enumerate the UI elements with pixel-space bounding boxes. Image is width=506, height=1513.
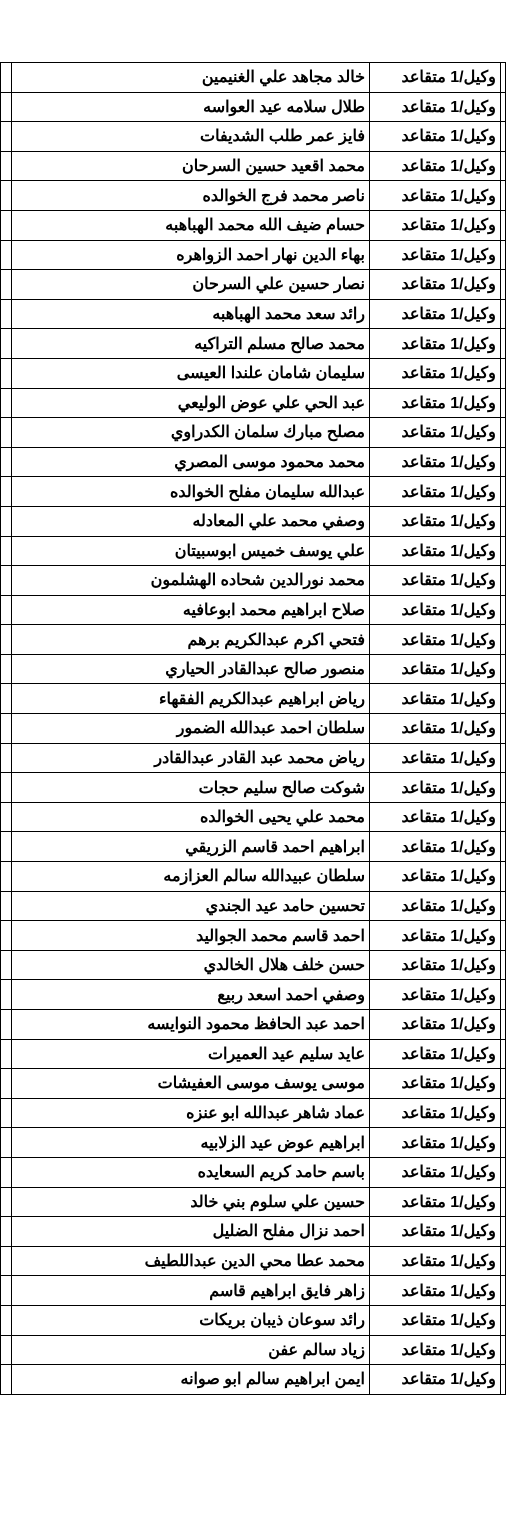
row-left-cell xyxy=(1,388,12,418)
rank-cell: وكيل/1 متقاعد xyxy=(369,151,500,181)
row-left-cell xyxy=(1,1246,12,1276)
name-cell: سلطان عبيدالله سالم العزازمه xyxy=(12,862,370,892)
row-edge-cell xyxy=(500,1187,505,1217)
row-left-cell xyxy=(1,950,12,980)
name-cell: ابراهيم عوض عيد الزلابيه xyxy=(12,1128,370,1158)
rank-cell: وكيل/1 متقاعد xyxy=(369,477,500,507)
table-row xyxy=(1,921,506,951)
row-left-cell xyxy=(1,210,12,240)
rank-cell: وكيل/1 متقاعد xyxy=(369,891,500,921)
rank-cell: وكيل/1 متقاعد xyxy=(369,418,500,448)
rank-cell: وكيل/1 متقاعد xyxy=(369,566,500,596)
table-row xyxy=(1,802,506,832)
rank-cell: وكيل/1 متقاعد xyxy=(369,536,500,566)
name-cell: نصار حسين علي السرحان xyxy=(12,270,370,300)
row-left-cell xyxy=(1,566,12,596)
row-left-cell xyxy=(1,329,12,359)
name-cell: فتحي اكرم عبدالكريم برهم xyxy=(12,625,370,655)
row-left-cell xyxy=(1,270,12,300)
table-body xyxy=(1,63,506,1395)
row-edge-cell xyxy=(500,832,505,862)
row-edge-cell xyxy=(500,1305,505,1335)
name-cell: شوكت صالح سليم حجات xyxy=(12,773,370,803)
rank-cell: وكيل/1 متقاعد xyxy=(369,447,500,477)
row-edge-cell xyxy=(500,329,505,359)
table-row xyxy=(1,122,506,152)
rank-cell: وكيل/1 متقاعد xyxy=(369,506,500,536)
row-edge-cell xyxy=(500,1128,505,1158)
row-left-cell xyxy=(1,654,12,684)
rank-cell: وكيل/1 متقاعد xyxy=(369,950,500,980)
name-cell: عبدالله سليمان مفلح الخوالده xyxy=(12,477,370,507)
row-left-cell xyxy=(1,240,12,270)
table-row xyxy=(1,684,506,714)
rank-cell: وكيل/1 متقاعد xyxy=(369,329,500,359)
rank-cell: وكيل/1 متقاعد xyxy=(369,181,500,211)
rank-cell: وكيل/1 متقاعد xyxy=(369,714,500,744)
row-edge-cell xyxy=(500,92,505,122)
rank-cell: وكيل/1 متقاعد xyxy=(369,802,500,832)
name-cell: حسام ضيف الله محمد الهباهبه xyxy=(12,210,370,240)
row-edge-cell xyxy=(500,536,505,566)
rank-cell: وكيل/1 متقاعد xyxy=(369,270,500,300)
table-row xyxy=(1,862,506,892)
name-cell: عايد سليم عيد العميرات xyxy=(12,1039,370,1069)
name-cell: حسن خلف هلال الخالدي xyxy=(12,950,370,980)
table-row xyxy=(1,181,506,211)
row-edge-cell xyxy=(500,1098,505,1128)
table-row xyxy=(1,151,506,181)
name-cell: وصفي محمد علي المعادله xyxy=(12,506,370,536)
row-edge-cell xyxy=(500,1157,505,1187)
table-row xyxy=(1,388,506,418)
name-cell: طلال سلامه عيد العواسه xyxy=(12,92,370,122)
row-edge-cell xyxy=(500,802,505,832)
rank-cell: وكيل/1 متقاعد xyxy=(369,862,500,892)
row-edge-cell xyxy=(500,1365,505,1395)
row-left-cell xyxy=(1,506,12,536)
row-left-cell xyxy=(1,299,12,329)
table-row xyxy=(1,477,506,507)
name-cell: عماد شاهر عبدالله ابو عنزه xyxy=(12,1098,370,1128)
table-row xyxy=(1,1276,506,1306)
row-left-cell xyxy=(1,536,12,566)
name-cell: زاهر فايق ابراهيم قاسم xyxy=(12,1276,370,1306)
table-row xyxy=(1,1246,506,1276)
rank-cell: وكيل/1 متقاعد xyxy=(369,595,500,625)
table-row xyxy=(1,299,506,329)
row-edge-cell xyxy=(500,773,505,803)
table-row xyxy=(1,950,506,980)
retirees-table xyxy=(0,62,506,1395)
row-edge-cell xyxy=(500,1217,505,1247)
row-left-cell xyxy=(1,891,12,921)
row-edge-cell xyxy=(500,240,505,270)
row-edge-cell xyxy=(500,921,505,951)
table-row xyxy=(1,595,506,625)
table-row xyxy=(1,92,506,122)
table-row xyxy=(1,773,506,803)
row-edge-cell xyxy=(500,299,505,329)
table-row xyxy=(1,1098,506,1128)
rank-cell: وكيل/1 متقاعد xyxy=(369,92,500,122)
table-row xyxy=(1,1335,506,1365)
rank-cell: وكيل/1 متقاعد xyxy=(369,1098,500,1128)
row-left-cell xyxy=(1,1365,12,1395)
table-row xyxy=(1,329,506,359)
row-edge-cell xyxy=(500,1276,505,1306)
rank-cell: وكيل/1 متقاعد xyxy=(369,1335,500,1365)
table-row xyxy=(1,1128,506,1158)
row-left-cell xyxy=(1,1069,12,1099)
rank-cell: وكيل/1 متقاعد xyxy=(369,299,500,329)
row-edge-cell xyxy=(500,1246,505,1276)
rank-cell: وكيل/1 متقاعد xyxy=(369,743,500,773)
row-edge-cell xyxy=(500,625,505,655)
table-row xyxy=(1,536,506,566)
rank-cell: وكيل/1 متقاعد xyxy=(369,980,500,1010)
row-edge-cell xyxy=(500,566,505,596)
rank-cell: وكيل/1 متقاعد xyxy=(369,1157,500,1187)
rank-cell: وكيل/1 متقاعد xyxy=(369,625,500,655)
name-cell: ايمن ابراهيم سالم ابو صوانه xyxy=(12,1365,370,1395)
row-edge-cell xyxy=(500,122,505,152)
name-cell: موسى يوسف موسى العفيشات xyxy=(12,1069,370,1099)
row-left-cell xyxy=(1,595,12,625)
table-row xyxy=(1,1305,506,1335)
row-left-cell xyxy=(1,122,12,152)
row-edge-cell xyxy=(500,151,505,181)
table-row xyxy=(1,358,506,388)
name-cell: محمد صالح مسلم التراكيه xyxy=(12,329,370,359)
name-cell: زياد سالم عفن xyxy=(12,1335,370,1365)
name-cell: وصفي احمد اسعد ربيع xyxy=(12,980,370,1010)
name-cell: ابراهيم احمد قاسم الزريقي xyxy=(12,832,370,862)
row-edge-cell xyxy=(500,950,505,980)
table-row xyxy=(1,1217,506,1247)
row-left-cell xyxy=(1,418,12,448)
row-left-cell xyxy=(1,832,12,862)
row-edge-cell xyxy=(500,63,505,93)
row-left-cell xyxy=(1,862,12,892)
name-cell: احمد عبد الحافظ محمود النوايسه xyxy=(12,1010,370,1040)
row-edge-cell xyxy=(500,447,505,477)
table-row xyxy=(1,1069,506,1099)
row-edge-cell xyxy=(500,654,505,684)
name-cell: منصور صالح عبدالقادر الحياري xyxy=(12,654,370,684)
name-cell: سليمان شامان علندا العيسى xyxy=(12,358,370,388)
row-edge-cell xyxy=(500,358,505,388)
row-edge-cell xyxy=(500,743,505,773)
table-row xyxy=(1,447,506,477)
rank-cell: وكيل/1 متقاعد xyxy=(369,1365,500,1395)
rank-cell: وكيل/1 متقاعد xyxy=(369,1246,500,1276)
rank-cell: وكيل/1 متقاعد xyxy=(369,63,500,93)
row-edge-cell xyxy=(500,1335,505,1365)
row-edge-cell xyxy=(500,714,505,744)
row-left-cell xyxy=(1,1217,12,1247)
table-row xyxy=(1,891,506,921)
rank-cell: وكيل/1 متقاعد xyxy=(369,832,500,862)
row-left-cell xyxy=(1,1305,12,1335)
row-left-cell xyxy=(1,773,12,803)
row-left-cell xyxy=(1,477,12,507)
row-edge-cell xyxy=(500,891,505,921)
name-cell: خالد مجاهد علي الغنيمين xyxy=(12,63,370,93)
name-cell: ناصر محمد فرج الخوالده xyxy=(12,181,370,211)
rank-cell: وكيل/1 متقاعد xyxy=(369,240,500,270)
name-cell: علي يوسف خميس ابوسبيتان xyxy=(12,536,370,566)
table-row xyxy=(1,743,506,773)
table-row xyxy=(1,832,506,862)
rank-cell: وكيل/1 متقاعد xyxy=(369,1010,500,1040)
name-cell: باسم حامد كريم السعايده xyxy=(12,1157,370,1187)
row-edge-cell xyxy=(500,210,505,240)
row-left-cell xyxy=(1,802,12,832)
table-row xyxy=(1,270,506,300)
table-row xyxy=(1,654,506,684)
row-left-cell xyxy=(1,181,12,211)
row-left-cell xyxy=(1,92,12,122)
row-left-cell xyxy=(1,921,12,951)
rank-cell: وكيل/1 متقاعد xyxy=(369,921,500,951)
row-left-cell xyxy=(1,1276,12,1306)
row-edge-cell xyxy=(500,388,505,418)
rank-cell: وكيل/1 متقاعد xyxy=(369,1217,500,1247)
name-cell: رياض ابراهيم عبدالكريم الفقهاء xyxy=(12,684,370,714)
table-row xyxy=(1,625,506,655)
name-cell: محمد محمود موسى المصري xyxy=(12,447,370,477)
row-left-cell xyxy=(1,447,12,477)
rank-cell: وكيل/1 متقاعد xyxy=(369,1128,500,1158)
name-cell: محمد اقعيد حسين السرحان xyxy=(12,151,370,181)
row-edge-cell xyxy=(500,684,505,714)
table-row xyxy=(1,1039,506,1069)
row-edge-cell xyxy=(500,862,505,892)
name-cell: رائد سوعان ذيبان بريكات xyxy=(12,1305,370,1335)
rank-cell: وكيل/1 متقاعد xyxy=(369,773,500,803)
name-cell: عبد الحي علي عوض الوليعي xyxy=(12,388,370,418)
row-left-cell xyxy=(1,1187,12,1217)
name-cell: رائد سعد محمد الهباهبه xyxy=(12,299,370,329)
table-row xyxy=(1,980,506,1010)
name-cell: محمد عطا محي الدين عبداللطيف xyxy=(12,1246,370,1276)
row-left-cell xyxy=(1,1098,12,1128)
name-cell: تحسين حامد عيد الجندي xyxy=(12,891,370,921)
names-table xyxy=(0,62,506,1395)
rank-cell: وكيل/1 متقاعد xyxy=(369,654,500,684)
row-edge-cell xyxy=(500,980,505,1010)
rank-cell: وكيل/1 متقاعد xyxy=(369,684,500,714)
table-row xyxy=(1,1157,506,1187)
row-left-cell xyxy=(1,1335,12,1365)
name-cell: فايز عمر طلب الشديفات xyxy=(12,122,370,152)
row-edge-cell xyxy=(500,595,505,625)
rank-cell: وكيل/1 متقاعد xyxy=(369,388,500,418)
name-cell: سلطان احمد عبدالله الضمور xyxy=(12,714,370,744)
name-cell: احمد نزال مفلح الضليل xyxy=(12,1217,370,1247)
row-left-cell xyxy=(1,684,12,714)
rank-cell: وكيل/1 متقاعد xyxy=(369,122,500,152)
row-left-cell xyxy=(1,980,12,1010)
row-edge-cell xyxy=(500,1039,505,1069)
row-left-cell xyxy=(1,1128,12,1158)
table-row xyxy=(1,240,506,270)
table-row xyxy=(1,714,506,744)
rank-cell: وكيل/1 متقاعد xyxy=(369,1276,500,1306)
rank-cell: وكيل/1 متقاعد xyxy=(369,1187,500,1217)
name-cell: محمد علي يحيى الخوالده xyxy=(12,802,370,832)
rank-cell: وكيل/1 متقاعد xyxy=(369,1305,500,1335)
row-edge-cell xyxy=(500,506,505,536)
table-row xyxy=(1,63,506,93)
rank-cell: وكيل/1 متقاعد xyxy=(369,1069,500,1099)
table-row xyxy=(1,1010,506,1040)
row-left-cell xyxy=(1,743,12,773)
table-row xyxy=(1,210,506,240)
table-row xyxy=(1,418,506,448)
row-left-cell xyxy=(1,1157,12,1187)
row-left-cell xyxy=(1,1010,12,1040)
row-edge-cell xyxy=(500,1010,505,1040)
row-edge-cell xyxy=(500,270,505,300)
row-left-cell xyxy=(1,63,12,93)
row-left-cell xyxy=(1,714,12,744)
name-cell: رياض محمد عبد القادر عبدالقادر xyxy=(12,743,370,773)
row-edge-cell xyxy=(500,1069,505,1099)
row-edge-cell xyxy=(500,418,505,448)
rank-cell: وكيل/1 متقاعد xyxy=(369,210,500,240)
name-cell: احمد قاسم محمد الجواليد xyxy=(12,921,370,951)
row-left-cell xyxy=(1,1039,12,1069)
name-cell: صلاح ابراهيم محمد ابوعافيه xyxy=(12,595,370,625)
name-cell: محمد نورالدين شحاده الهشلمون xyxy=(12,566,370,596)
row-left-cell xyxy=(1,151,12,181)
row-left-cell xyxy=(1,358,12,388)
row-left-cell xyxy=(1,625,12,655)
table-row xyxy=(1,566,506,596)
table-row xyxy=(1,1187,506,1217)
table-row xyxy=(1,1365,506,1395)
rank-cell: وكيل/1 متقاعد xyxy=(369,1039,500,1069)
row-edge-cell xyxy=(500,477,505,507)
rank-cell: وكيل/1 متقاعد xyxy=(369,358,500,388)
name-cell: مصلح مبارك سلمان الكدراوي xyxy=(12,418,370,448)
row-edge-cell xyxy=(500,181,505,211)
name-cell: حسين علي سلوم بني خالد xyxy=(12,1187,370,1217)
table-row xyxy=(1,506,506,536)
name-cell: بهاء الدين نهار احمد الزواهره xyxy=(12,240,370,270)
